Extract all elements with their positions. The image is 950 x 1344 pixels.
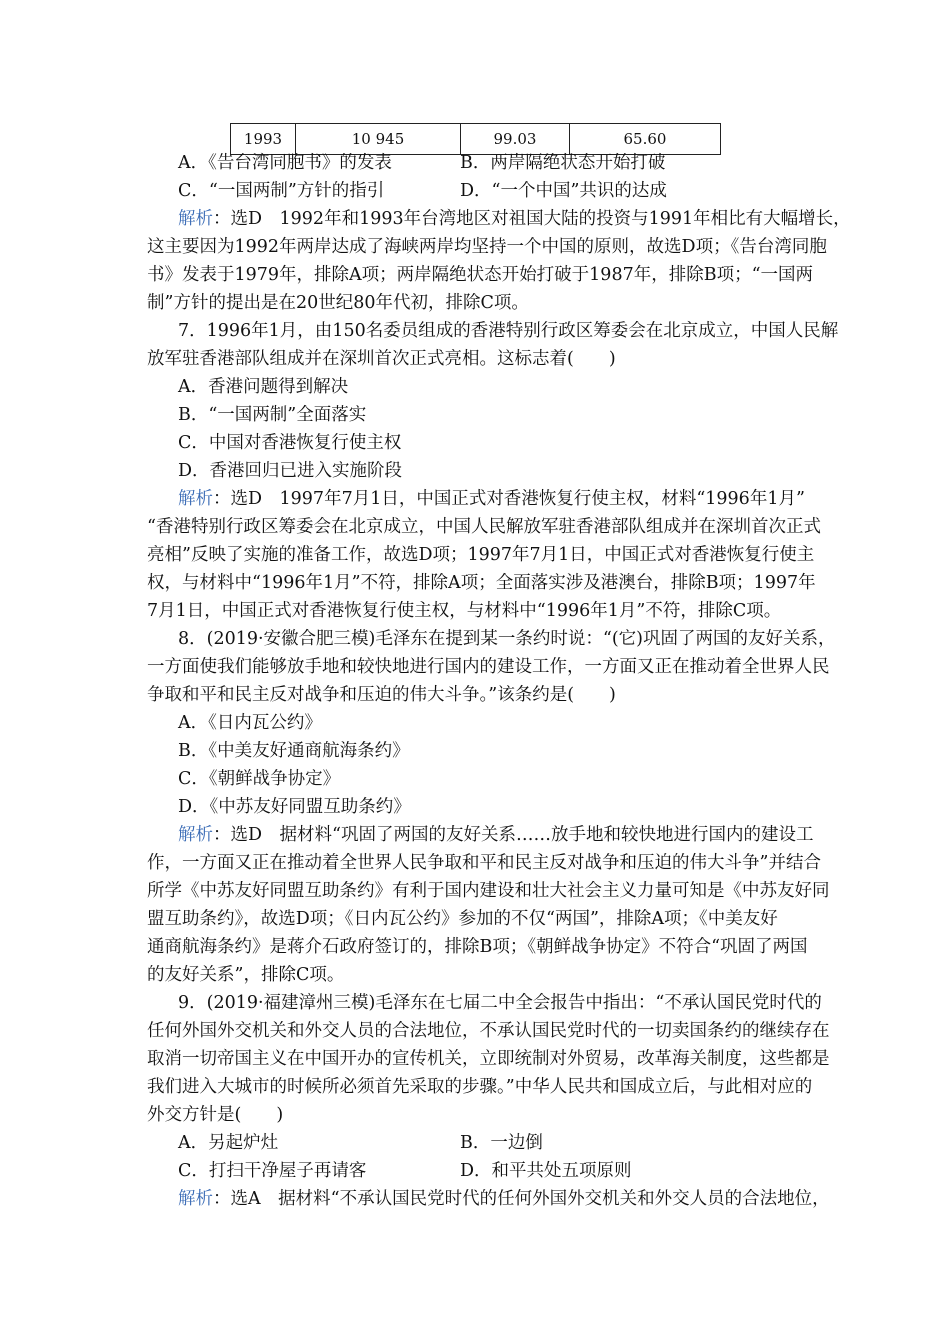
q9-option-a: A．另起炉灶 bbox=[178, 1133, 279, 1153]
table-cell: 10 945 bbox=[296, 124, 461, 155]
table-cell: 1993 bbox=[231, 124, 296, 155]
q7-option-d: D．香港回归已进入实施阶段 bbox=[178, 461, 403, 481]
q8-analysis-line: 盟互助条约》，故选D项；《日内瓦公约》参加的不仅“两国”，排除A项；《中美友好 bbox=[147, 909, 778, 929]
q9-stem-line: 我们进入大城市的时候所必须首先采取的步骤。”中华人民共和国成立后，与此相对应的 bbox=[147, 1077, 813, 1097]
q8-analysis-line: 通商航海条约》是蒋介石政府签订的，排除B项；《朝鲜战争协定》不符合“巩固了两国 bbox=[147, 937, 808, 957]
q7-stem-line: 7．1996年1月，由150名委员组成的香港特别行政区筹委会在北京成立，中国人民解 bbox=[178, 321, 839, 341]
table-cell: 65.60 bbox=[570, 124, 721, 155]
analysis-label: 解析 bbox=[178, 209, 213, 229]
q9-stem-line: 外交方针是( ) bbox=[147, 1105, 284, 1125]
q9-analysis-line: 解析：选A 据材料“不承认国民党时代的任何外国外交机关和外交人员的合法地位， bbox=[178, 1189, 830, 1209]
q7-stem-line: 放军驻香港部队组成并在深圳首次正式亮相。这标志着( ) bbox=[147, 349, 616, 369]
q7-analysis-line: 解析：选D 1997年7月1日，中国正式对香港恢复行使主权，材料“1996年1月” bbox=[178, 489, 805, 509]
q9-option-c: C．打扫干净屋子再请客 bbox=[178, 1161, 367, 1181]
q8-option-a: A．《日内瓦公约》 bbox=[178, 713, 322, 733]
q7-analysis-line: 7月1日，中国正式对香港恢复行使主权，与材料中“1996年1月”不符，排除C项。 bbox=[147, 601, 782, 621]
q6-option-a: A．《告台湾同胞书》的发表 bbox=[178, 153, 392, 173]
q8-option-d: D．《中苏友好同盟互助条约》 bbox=[178, 797, 411, 817]
q6-option-d: D．“一个中国”共识的达成 bbox=[460, 181, 667, 201]
q8-stem-line: 争取和平和民主反对战争和压迫的伟大斗争。”该条约是( ) bbox=[147, 685, 616, 705]
q8-stem-line: 8．(2019·安徽合肥三模)毛泽东在提到某一条约时说：“(它)巩固了两国的友好关系， bbox=[178, 629, 836, 649]
q9-option-b: B．一边倒 bbox=[460, 1133, 543, 1153]
q7-option-c: C．中国对香港恢复行使主权 bbox=[178, 433, 402, 453]
q6-option-c: C．“一国两制”方针的指引 bbox=[178, 181, 385, 201]
q8-stem-line: 一方面使我们能够放手地和较快地进行国内的建设工作，一方面又正在推动着全世界人民 bbox=[147, 657, 830, 677]
q8-analysis-line: 解析：选D 据材料“巩固了两国的友好关系……放手地和较快地进行国内的建设工 bbox=[178, 825, 814, 845]
q9-stem-line: 取消一切帝国主义在中国开办的宣传机关，立即统制对外贸易，改革海关制度，这些都是 bbox=[147, 1049, 830, 1069]
q8-option-b: B．《中美友好通商航海条约》 bbox=[178, 741, 410, 761]
q6-analysis-line: 解析：选D 1992年和1993年台湾地区对祖国大陆的投资与1991年相比有大幅增长， bbox=[178, 209, 851, 229]
q8-analysis-line: 的友好关系”，排除C项。 bbox=[147, 965, 345, 985]
q6-analysis-line: 书》发表于1979年，排除A项；两岸隔绝状态开始打破于1987年，排除B项；“一国两 bbox=[147, 265, 814, 285]
q6-option-b: B．两岸隔绝状态开始打破 bbox=[460, 153, 666, 173]
analysis-label: 解析 bbox=[178, 825, 213, 845]
q9-option-d: D．和平共处五项原则 bbox=[460, 1161, 632, 1181]
q7-option-a: A．香港问题得到解决 bbox=[178, 377, 349, 397]
q6-analysis-line: 这主要因为1992年两岸达成了海峡两岸均坚持一个中国的原则，故选D项；《告台湾同胞 bbox=[147, 237, 827, 257]
q7-analysis-line: “香港特别行政区筹委会在北京成立，中国人民解放军驻香港部队组成并在深圳首次正式 bbox=[147, 517, 821, 537]
q6-analysis-line: 制”方针的提出是在20世纪80年代初，排除C项。 bbox=[147, 293, 529, 313]
q7-analysis-line: 亮相”反映了实施的准备工作，故选D项；1997年7月1日，中国正式对香港恢复行使主 bbox=[147, 545, 815, 565]
q7-option-b: B．“一国两制”全面落实 bbox=[178, 405, 367, 425]
analysis-label: 解析 bbox=[178, 489, 213, 509]
q8-analysis-line: 作，一方面又正在推动着全世界人民争取和平和民主反对战争和压迫的伟大斗争”并结合 bbox=[147, 853, 821, 873]
q9-stem-line: 9．(2019·福建漳州三模)毛泽东在七届二中全会报告中指出：“不承认国民党时代的 bbox=[178, 993, 822, 1013]
q8-option-c: C．《朝鲜战争协定》 bbox=[178, 769, 341, 789]
q9-stem-line: 任何外国外交机关和外交人员的合法地位，不承认国民党时代的一切卖国条约的继续存在 bbox=[147, 1021, 830, 1041]
analysis-label: 解析 bbox=[178, 1189, 213, 1209]
q8-analysis-line: 所学《中苏友好同盟互助条约》有利于国内建设和壮大社会主义力量可知是《中苏友好同 bbox=[147, 881, 830, 901]
table-cell: 99.03 bbox=[461, 124, 570, 155]
q7-analysis-line: 权，与材料中“1996年1月”不符，排除A项；全面落实涉及港澳台，排除B项；1997年 bbox=[147, 573, 816, 593]
